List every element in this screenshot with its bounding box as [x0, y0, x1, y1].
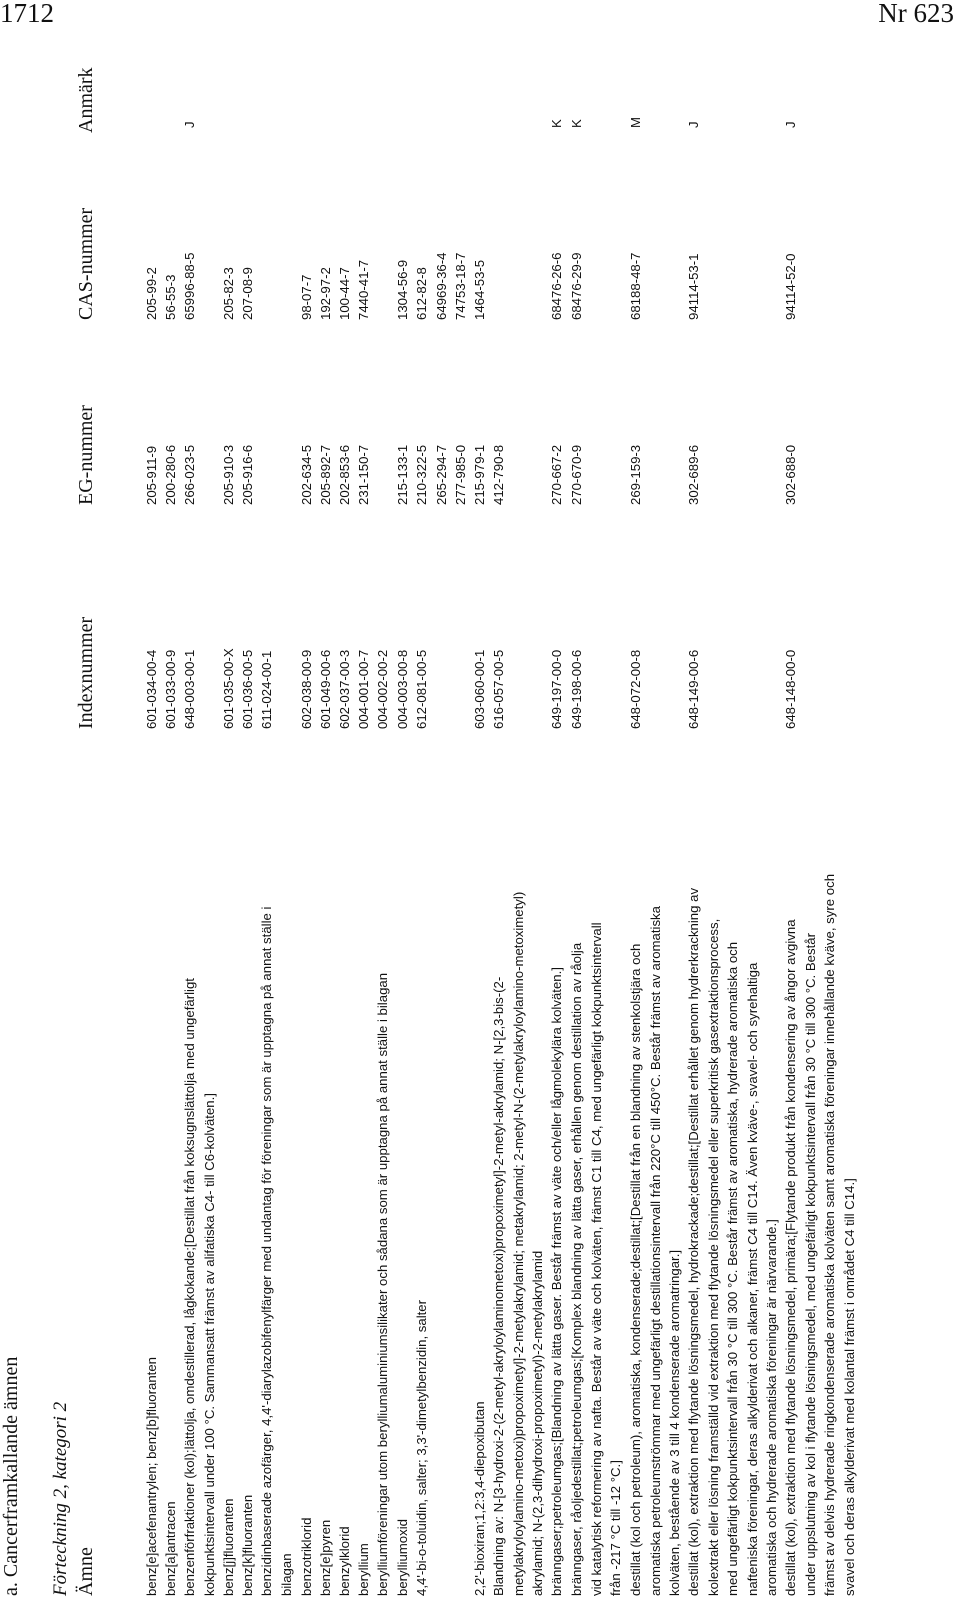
substance-name-line: Blandning av: N-[3-hydroxi-2-(2-metyl-akryloylaminometoxi)propoximetyl]-2-metyl-akrylamid; N-[2,3-bis-(2-: [491, 976, 506, 1596]
eg-number-cell: [684, 330, 704, 505]
cas-number-cell: [335, 145, 355, 320]
index-number-line: 612-081-00-5: [414, 649, 429, 729]
substance-name-line: benz[e]pyren: [318, 1519, 333, 1596]
index-number-cell: [547, 519, 567, 729]
eg-number-cell: [354, 330, 374, 505]
index-number-cell: [316, 519, 336, 729]
substance-name-line: benzenförfraktioner (kol);lättolja, omdestillerad, lågkokande;[Destillat från koksugnslättolja med ungefärligt: [182, 978, 197, 1596]
substance-name-cell: [316, 741, 336, 1596]
cas-number-cell: [393, 145, 413, 320]
cas-number-line: 56-55-3: [163, 274, 178, 320]
substance-name-line: berylliumföreningar utom berylliumaluminiumsilikater och sådana som är upptagna på annat ställe i bilagan: [375, 972, 390, 1596]
index-number-line: 601-034-00-4: [144, 649, 159, 729]
substance-name-line: benzylklorid: [337, 1526, 352, 1596]
index-number-cell: [470, 519, 490, 729]
index-number-line: 004-001-00-7: [356, 649, 371, 729]
eg-number-line: 202-634-5: [299, 444, 314, 505]
substance-name-cell: [180, 741, 219, 1596]
eg-number-line: 265-294-7: [433, 444, 449, 505]
eg-number-line: [373, 330, 393, 505]
substance-name-line: destillat (kol och petroleum), aromatiska, kondenserade;destillat;[Destillat från en blandning av stenkolstjära och: [628, 943, 643, 1596]
note-line: [238, 88, 258, 128]
index-number-cell: [684, 519, 704, 729]
cas-number-line: 94114-52-0: [783, 253, 798, 320]
note-cell: [180, 88, 200, 128]
cas-number-line: 74753-18-7: [453, 252, 468, 320]
note-cell: [257, 88, 277, 128]
substance-name-cell: [684, 741, 782, 1596]
eg-number-line: 200-280-6: [163, 444, 178, 505]
substance-name-line: benz[e]acefenantrylen; benz[b]fluoranten: [144, 1356, 159, 1596]
note-cell: [238, 88, 258, 128]
eg-number-cell: [373, 330, 393, 505]
substance-name-cell: [257, 741, 296, 1596]
note-line: [257, 88, 277, 128]
index-number-cell: [567, 519, 587, 729]
cas-number-cell: [547, 145, 567, 320]
substance-name-line: akrylamid; N-(2,3-dihydroxi-propoximetyl)-2-metylakrylamid: [530, 1250, 545, 1596]
eg-number-line: 269-159-3: [628, 444, 643, 505]
cas-number-cell: [354, 145, 374, 320]
cas-number-line: 7440-41-7: [356, 259, 371, 320]
substance-name-line: kolextrakt eller lösning framställd vid extraktion med flytande lösningsmedel eller superkritisk gasextraktionsprocess,: [705, 918, 721, 1596]
index-number-line: 616-057-00-5: [491, 649, 506, 729]
substance-name-cell: [547, 741, 567, 1596]
index-number-line: 602-038-00-9: [299, 649, 314, 729]
page-number: 1712: [0, 0, 54, 28]
note-line: [219, 88, 239, 128]
eg-number-cell: [393, 330, 413, 505]
substance-name-line: berylliumoxid: [395, 1519, 410, 1596]
note-line: [161, 88, 181, 128]
note-line: K: [569, 119, 584, 128]
cas-number-cell: [781, 145, 801, 320]
cas-number-cell: [373, 145, 393, 320]
index-number-cell: [219, 519, 239, 729]
substance-name-line: destillat (kol), extraktion med flytande lösningsmedel, primära;[Flytande produkt från kondensering av ångor avgivna: [783, 919, 798, 1596]
eg-number-cell: [142, 330, 162, 505]
eg-number-line: 215-133-1: [395, 444, 410, 505]
eg-number-line: 266-023-5: [182, 444, 197, 505]
eg-number-cell: [180, 330, 200, 505]
index-number-cell: [180, 519, 200, 729]
index-number-line: 648-148-00-0: [783, 649, 798, 729]
index-number-line: 603-060-00-1: [472, 649, 487, 729]
index-number-line: 602-037-00-3: [337, 649, 352, 729]
note-cell: [412, 88, 432, 128]
eg-number-line: [257, 330, 277, 505]
index-number-line: 601-036-00-5: [240, 649, 255, 729]
substance-name-cell: [626, 741, 685, 1596]
eg-number-cell: [489, 330, 509, 505]
substance-name-line: benz[j]fluoranten: [221, 1498, 236, 1596]
cas-number-cell: [412, 145, 471, 320]
note-cell: [489, 88, 509, 128]
note-line: J: [686, 121, 701, 128]
substance-name-line: nafteniska föreningar, deras alkylderivat och alkaner, främst C4 till C14. Även kväve-, svavel- och syrehaltiga: [744, 962, 760, 1596]
cas-number-line: 64969-36-4: [433, 252, 449, 320]
note-line: [335, 88, 355, 128]
eg-number-line: 202-853-6: [337, 444, 352, 505]
substance-name-cell: [142, 741, 162, 1596]
eg-number-line: 270-670-9: [569, 444, 584, 505]
cas-number-cell: [257, 145, 277, 320]
eg-number-line: 302-688-0: [783, 444, 798, 505]
eg-number-line: 205-910-3: [221, 444, 236, 505]
substance-name-line: under uppslutning av kol i flytande lösningsmedel, med ungefärligt kokpunktsintervall från 30 °C till 300 °C. Består: [802, 933, 818, 1596]
note-cell: [781, 88, 801, 128]
note-cell: [142, 88, 162, 128]
eg-number-line: 412-790-8: [491, 444, 506, 505]
cas-number-cell: [567, 145, 587, 320]
note-line: [297, 88, 317, 128]
substance-name-cell: [297, 741, 317, 1596]
eg-number-line: 210-322-5: [414, 444, 429, 505]
note-line: [354, 88, 374, 128]
index-number-cell: [393, 519, 413, 729]
substance-name-cell: [412, 741, 432, 1596]
note-line: J: [783, 121, 798, 128]
substance-name-cell: [335, 741, 355, 1596]
index-number-cell: [238, 519, 258, 729]
index-number-line: 601-049-00-6: [318, 649, 333, 729]
substance-name-line: kokpunktsintervall under 100 °C. Sammansatt främst av alifatiska C4- till C6-kolväten.]: [201, 1093, 217, 1596]
cas-number-line: 68188-48-7: [628, 252, 643, 320]
eg-number-line: 302-689-6: [686, 444, 701, 505]
substance-name-line: metylakryloylamino-metoxi)propoximetyl]-2-metylakrylamid; metakrylamid; 2-metyl-N-(2-metylakryloylamino-metoximetyl): [510, 891, 526, 1596]
cas-number-cell: [161, 145, 181, 320]
eg-number-cell: [316, 330, 336, 505]
index-number-cell: [412, 519, 432, 729]
cas-number-cell: [684, 145, 704, 320]
substance-name-cell: [781, 741, 859, 1596]
eg-number-cell: [219, 330, 239, 505]
index-number-line: 611-024-00-1: [259, 650, 274, 729]
eg-number-line: 205-911-9: [144, 445, 159, 505]
index-number-cell: [335, 519, 355, 729]
index-number-line: 601-033-00-9: [163, 649, 178, 729]
cas-number-line: [373, 145, 393, 320]
substance-name-line: bilagan: [278, 1553, 294, 1596]
substance-name-line: 4,4'-bi-o-toluidin, salter; 3,3'-dimetylbenzidin, salter: [414, 1299, 429, 1596]
column-header-index-number: Indexnummer: [75, 616, 97, 729]
eg-number-line: 215-979-1: [472, 444, 487, 505]
note-line: [489, 88, 509, 128]
substance-name-line: främst av delvis hydrerade ringkondenserade aromatiska kolväten samt aromatiska föreningar innehållande kväve, syre och: [822, 873, 837, 1596]
section-title: a. Cancerframkallande ämnen: [0, 1356, 22, 1596]
index-number-cell: [373, 519, 393, 729]
index-number-line: 648-003-00-1: [182, 649, 197, 729]
note-cell: [547, 88, 567, 128]
substance-name-line: från -217 °C till -12 °C.]: [608, 1460, 623, 1596]
index-number-line: 648-072-00-8: [628, 649, 643, 729]
cas-number-cell: [142, 145, 162, 320]
note-line: [316, 88, 336, 128]
index-number-cell: [142, 519, 162, 729]
eg-number-line: 231-150-7: [356, 444, 371, 505]
substance-name-line: benzidinbaserade azofärger, 4,4'-diarylazobifenylfärger med undantag för föreningar som är upptagna på annat ställe i: [259, 906, 274, 1596]
eg-number-cell: [161, 330, 181, 505]
cas-number-line: [257, 145, 277, 320]
index-number-cell: [161, 519, 181, 729]
index-number-line: 649-198-00-6: [569, 649, 584, 729]
cas-number-cell: [470, 145, 490, 320]
cas-number-line: 65996-88-5: [182, 252, 197, 320]
cas-number-line: 205-82-3: [221, 267, 236, 320]
substance-name-line: destillat (kol), extraktion med flytande lösningsmedel, hydrokrackade;destillat;[Destillat erhållet genom hydrerkrackning av: [686, 887, 701, 1596]
note-line: [393, 88, 413, 128]
eg-number-cell: [781, 330, 801, 505]
index-number-line: 004-002-00-2: [375, 649, 390, 729]
substance-name-line: bränngaser;petroleumgas;[Blandning av lätta gaser. Består främst av väte och/eller lågmolekylära kolväten.]: [549, 967, 564, 1596]
column-header-note: Anmärk: [75, 67, 97, 133]
note-cell: [684, 88, 704, 128]
cas-number-line: 100-44-7: [337, 267, 352, 320]
cas-number-line: 205-99-2: [144, 267, 159, 320]
substance-name-line: kolväten, bestående av 3 till 4 kondenserade aromatringar.]: [667, 1249, 682, 1596]
note-cell: [354, 88, 374, 128]
substance-name-line: benzotriklorid: [299, 1517, 314, 1596]
cas-number-line: 207-08-9: [240, 267, 255, 320]
eg-number-cell: [470, 330, 490, 505]
list-subtitle: Förteckning 2, kategori 2: [50, 1401, 71, 1596]
substance-name-cell: [373, 741, 393, 1596]
index-number-cell: [489, 519, 509, 729]
note-cell: [219, 88, 239, 128]
substance-name-line: benz[a]antracen: [163, 1501, 178, 1596]
eg-number-cell: [297, 330, 317, 505]
substance-name-line: vid katalytisk reformering av nafta. Består av väte och kolväten, främst C1 till C4, med ungefärligt kokpunktsintervall: [588, 922, 604, 1596]
note-cell: [373, 88, 393, 128]
substance-name-cell: [161, 741, 181, 1596]
eg-number-line: 205-892-7: [318, 444, 333, 505]
index-number-line: 601-035-00-X: [221, 648, 236, 729]
note-cell: [316, 88, 336, 128]
column-header-eg-number: EG-nummer: [75, 405, 97, 505]
eg-number-cell: [238, 330, 258, 505]
column-header-cas-number: CAS-nummer: [75, 207, 97, 320]
note-line: M: [628, 117, 643, 128]
note-line: [373, 88, 393, 128]
cas-number-line: 94114-53-1: [686, 253, 701, 320]
cas-number-cell: [219, 145, 239, 320]
note-cell: [626, 88, 646, 128]
cas-number-cell: [626, 145, 646, 320]
substance-name-cell: [219, 741, 239, 1596]
substance-name-cell: [489, 741, 548, 1596]
note-cell: [393, 88, 413, 128]
cas-number-line: [489, 145, 509, 320]
note-line: K: [549, 119, 564, 128]
index-number-line: 649-197-00-0: [549, 649, 564, 729]
cas-number-line: 612-82-8: [414, 267, 429, 320]
cas-number-cell: [180, 145, 200, 320]
cas-number-line: 1464-53-5: [472, 259, 487, 320]
substance-name-cell: [354, 741, 374, 1596]
index-number-line: 648-149-00-6: [686, 649, 701, 729]
cas-number-line: 68476-26-6: [549, 252, 564, 320]
index-number-cell: [626, 519, 646, 729]
index-number-cell: [781, 519, 801, 729]
substance-name-cell: [393, 741, 413, 1596]
note-cell: [567, 88, 587, 128]
cas-number-line: 192-97-2: [318, 267, 333, 320]
note-cell: [161, 88, 181, 128]
note-line: [470, 88, 490, 128]
eg-number-cell: [626, 330, 646, 505]
cas-number-line: 68476-29-9: [569, 252, 584, 320]
eg-number-cell: [547, 330, 567, 505]
index-number-cell: [297, 519, 317, 729]
substance-name-line: bränngaser, råoljedestillat;petroleumgas;[Komplex blandning av lätta gaser, erhållen genom destillation av råolja: [569, 942, 584, 1596]
substance-name-line: med ungefärligt kokpunktsintervall från 30 °C till 300 °C. Består främst av aromatiska, hydrerade aromatiska och: [725, 941, 740, 1596]
substance-name-line: benz[k]fluoranten: [240, 1494, 255, 1596]
substance-name-line: aromatiska petroleumströmmar med ungefärligt destillationsintervall från 220°C till 450°C. Består främst av aromatiska: [647, 906, 663, 1596]
cas-number-line: 98-07-7: [299, 274, 314, 320]
eg-number-line: 277-985-0: [453, 444, 468, 505]
note-cell: [297, 88, 317, 128]
cas-number-cell: [297, 145, 317, 320]
eg-number-cell: [567, 330, 587, 505]
note-line: [412, 88, 432, 128]
column-header-substance: Ämne: [75, 1547, 97, 1596]
note-cell: [470, 88, 490, 128]
cas-number-cell: [238, 145, 258, 320]
substance-name-line: 2,2'-bioxiran;1,2:3,4-diepoxibutan: [472, 1401, 487, 1596]
cas-number-cell: [489, 145, 509, 320]
substance-name-cell: [470, 741, 490, 1596]
index-number-line: 004-003-00-8: [395, 649, 410, 729]
substance-name-line: aromatiska och hydrerade aromatiska föreningar är närvarande.]: [764, 1219, 779, 1596]
eg-number-cell: [335, 330, 355, 505]
eg-number-line: 270-667-2: [549, 444, 564, 505]
note-cell: [335, 88, 355, 128]
substance-name-line: svavel och deras alkylderivat med kolantal främst i området C4 till C14.]: [841, 1178, 857, 1596]
cas-number-line: 1304-56-9: [395, 259, 410, 320]
cas-number-cell: [316, 145, 336, 320]
substance-name-cell: [567, 741, 626, 1596]
index-number-cell: [354, 519, 374, 729]
note-line: J: [182, 121, 197, 128]
note-line: [142, 88, 162, 128]
eg-number-cell: [412, 330, 471, 505]
substance-name-cell: [238, 741, 258, 1596]
document-number: Nr 623: [878, 0, 954, 28]
eg-number-line: 205-916-6: [240, 444, 255, 505]
substance-name-line: beryllium: [356, 1543, 371, 1596]
eg-number-cell: [257, 330, 277, 505]
index-number-cell: [257, 519, 277, 729]
